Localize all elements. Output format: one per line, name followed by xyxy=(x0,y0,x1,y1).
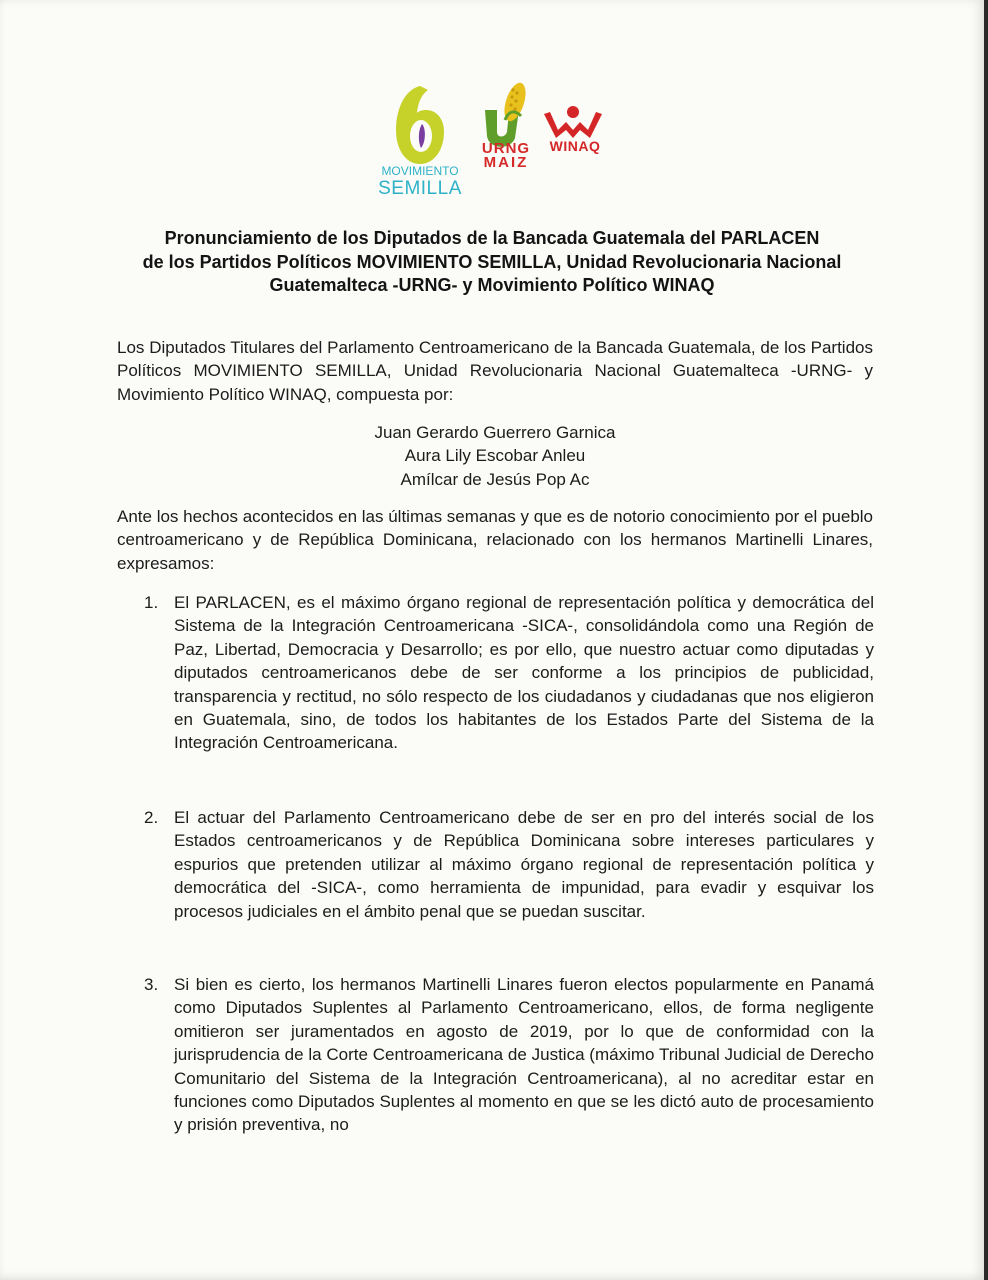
title-line-1: Pronunciamiento de los Diputados de la Bancada Guatemala del PARLACEN xyxy=(164,228,820,248)
title-line-2: de los Partidos Políticos MOVIMIENTO SEMILLA, Unidad Revolucionaria Nacional xyxy=(142,251,842,272)
deputy-name: Amílcar de Jesús Pop Ac xyxy=(400,469,590,489)
document-title xyxy=(100,227,884,298)
list-item-text: Si bien es cierto, los hermanos Martinelli Linares fueron electos popularmente en Panamá como Diputados Suplentes al Parlamento Centroamericano, ellos, de forma negligente omitieron ser juramentados en agosto de 2019, por lo que de conformidad con la jurisprudencia de la Corte Centroamericana de Justica (máximo Tribunal Judicial de Derecho Comunitario del Sistema de la Integración Centroamericana), al no acreditar estar en funciones como Diputados Suplentes al momento en que se les dictó auto de procesamiento y prisión preventiva, no xyxy=(174,975,874,1135)
title-line-3: Guatemalteca -URNG- y Movimiento Político WINAQ xyxy=(269,275,715,295)
urng-logo-line2: MAIZ xyxy=(483,154,529,171)
list-item-text: El actuar del Parlamento Centroamericano debe de ser en pro del interés social de los Estados centroamericanos y de República Dominicana sobre intereses particulares y espurios que pretenden utilizar al máximo órgano regional de representación política y democrática del -SICA-, como herramienta de impunidad, para evadir y esquivar los procesos judiciales en el ámbito penal que se puedan suscitar. xyxy=(174,808,874,921)
winaq-logo xyxy=(538,100,608,170)
party-logos xyxy=(370,80,650,210)
intro-paragraph: Los Diputados Titulares del Parlamento Centroamericano de la Bancada Guatemala, de los Partidos Políticos MOVIMIENTO SEMILLA, Unidad Revolucionaria Nacional Guatemalteca -URNG- y Movimiento Político WINAQ, compuesta por: xyxy=(117,338,873,404)
urng-logo-line1: URNG xyxy=(481,140,531,157)
list-item-number: 2. xyxy=(144,808,159,827)
deputy-name: Aura Lily Escobar Anleu xyxy=(404,446,586,466)
list-item-number: 3. xyxy=(144,975,159,994)
list-item-number: 1. xyxy=(144,593,159,612)
deputies-list xyxy=(117,421,873,491)
list-item-text: El PARLACEN, es el máximo órgano regional de representación política y democrática del Sistema de la Integración Centroamericana -SICA-, consolidándola como una Región de Paz, Libertad, Democracia y Desarrollo; es por ello, que nuestro actuar como diputadas y diputados centroamericanos debe de ser conforme a los principios de publicidad, transparencia y rectitud, no sólo respecto de los ciudadanos y ciudadanas que nos eligieron en Guatemala, sino, de todos los habitantes de los Estados Parte del Sistema de la Integración Centroamericana. xyxy=(174,593,874,753)
semilla-logo-line1: MOVIMIENTO xyxy=(381,164,459,178)
context-paragraph: Ante los hechos acontecidos en las últimas semanas y que es de notorio conocimiento por el pueblo centroamericano y de República Dominicana, relacionado con los hermanos Martinelli Linares, expresamos: xyxy=(117,507,874,573)
semilla-logo-line2: SEMILLA xyxy=(378,178,462,199)
winaq-logo-text: WINAQ xyxy=(549,138,601,154)
deputy-name: Juan Gerardo Guerrero Garnica xyxy=(374,423,616,442)
